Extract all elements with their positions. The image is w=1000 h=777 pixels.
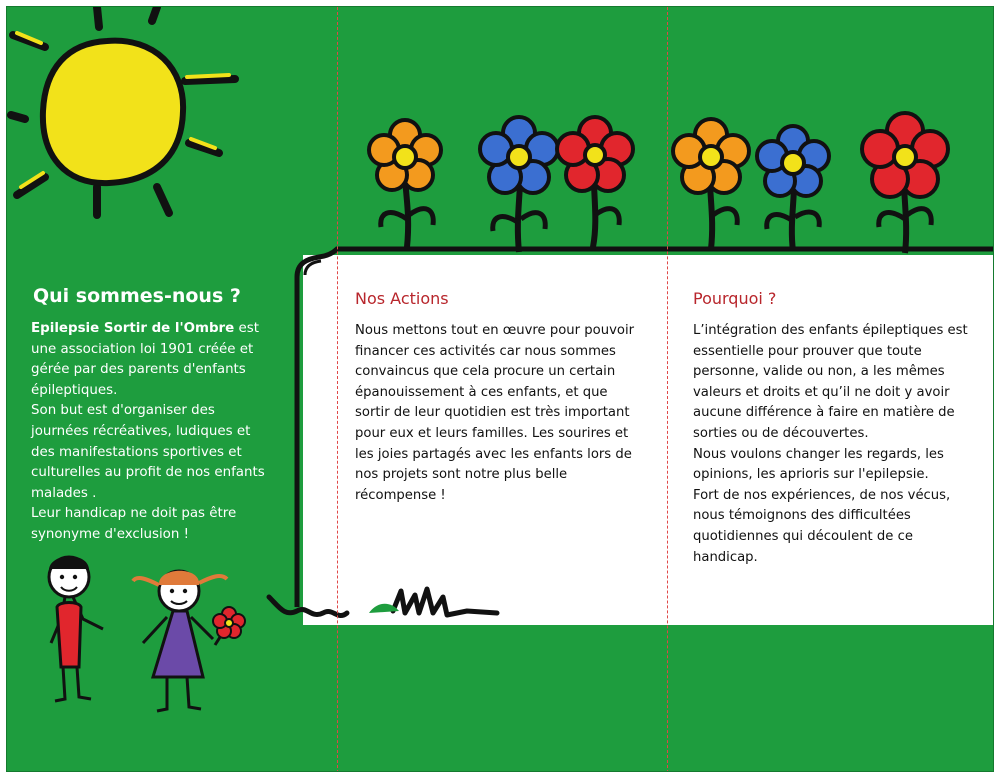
inclusion-text: Leur handicap ne doit pas être synonyme d'exclusion ! xyxy=(31,506,237,542)
brochure-sheet xyxy=(6,6,994,772)
pourquoi-title: Pourquoi ? xyxy=(693,289,777,308)
pourquoi-paragraph-1: L’intégration des enfants épileptiques est essentielle pour prouver que toute personne, valide ou non, a les mêmes valeurs et droits et qu’il ne doit y avoir aucune différence à faire en matière de sorties ou de découvertes. xyxy=(693,323,968,441)
nos-actions-text: Nous mettons tout en œuvre pour pouvoir financer ces activités car nous sommes convaincus que cela procure un certain épanouissement à ces enfants, et que sortir de leur quotidien est très important pour eux et leurs familles. Les sourires et les joies partagés avec les enfants lors de nos projets sont notre plus belle récompense ! xyxy=(355,323,635,503)
nos-actions-title: Nos Actions xyxy=(355,289,449,308)
qui-sommes-nous-title: Qui sommes-nous ? xyxy=(33,285,241,307)
fold-line-left xyxy=(337,7,338,772)
fold-line-right xyxy=(667,7,668,772)
pourquoi-paragraph-3: Fort de nos expériences, de nos vécus, nous témoignons des difficultées quotidiennes qui découlent de ce handicap. xyxy=(693,487,951,565)
goal-text: Son but est d'organiser des journées récréatives, ludiques et des manifestations sportives et culturelles au profit de nos enfants malades . xyxy=(31,403,265,501)
children-illustration xyxy=(49,556,245,711)
org-name: Epilepsie Sortir de l'Ombre xyxy=(31,321,235,336)
flowers-illustration xyxy=(369,113,948,253)
pourquoi-text xyxy=(693,321,978,568)
grass-illustration xyxy=(269,589,497,616)
qui-sommes-nous-text xyxy=(31,319,271,546)
intro-text: est une association loi 1901 créée et gérée par des parents d'enfants épileptiques. xyxy=(31,321,259,398)
pourquoi-paragraph-2: Nous voulons changer les regards, les opinions, les aprioris sur l'epilepsie. xyxy=(693,446,944,483)
sun-illustration xyxy=(11,7,235,215)
